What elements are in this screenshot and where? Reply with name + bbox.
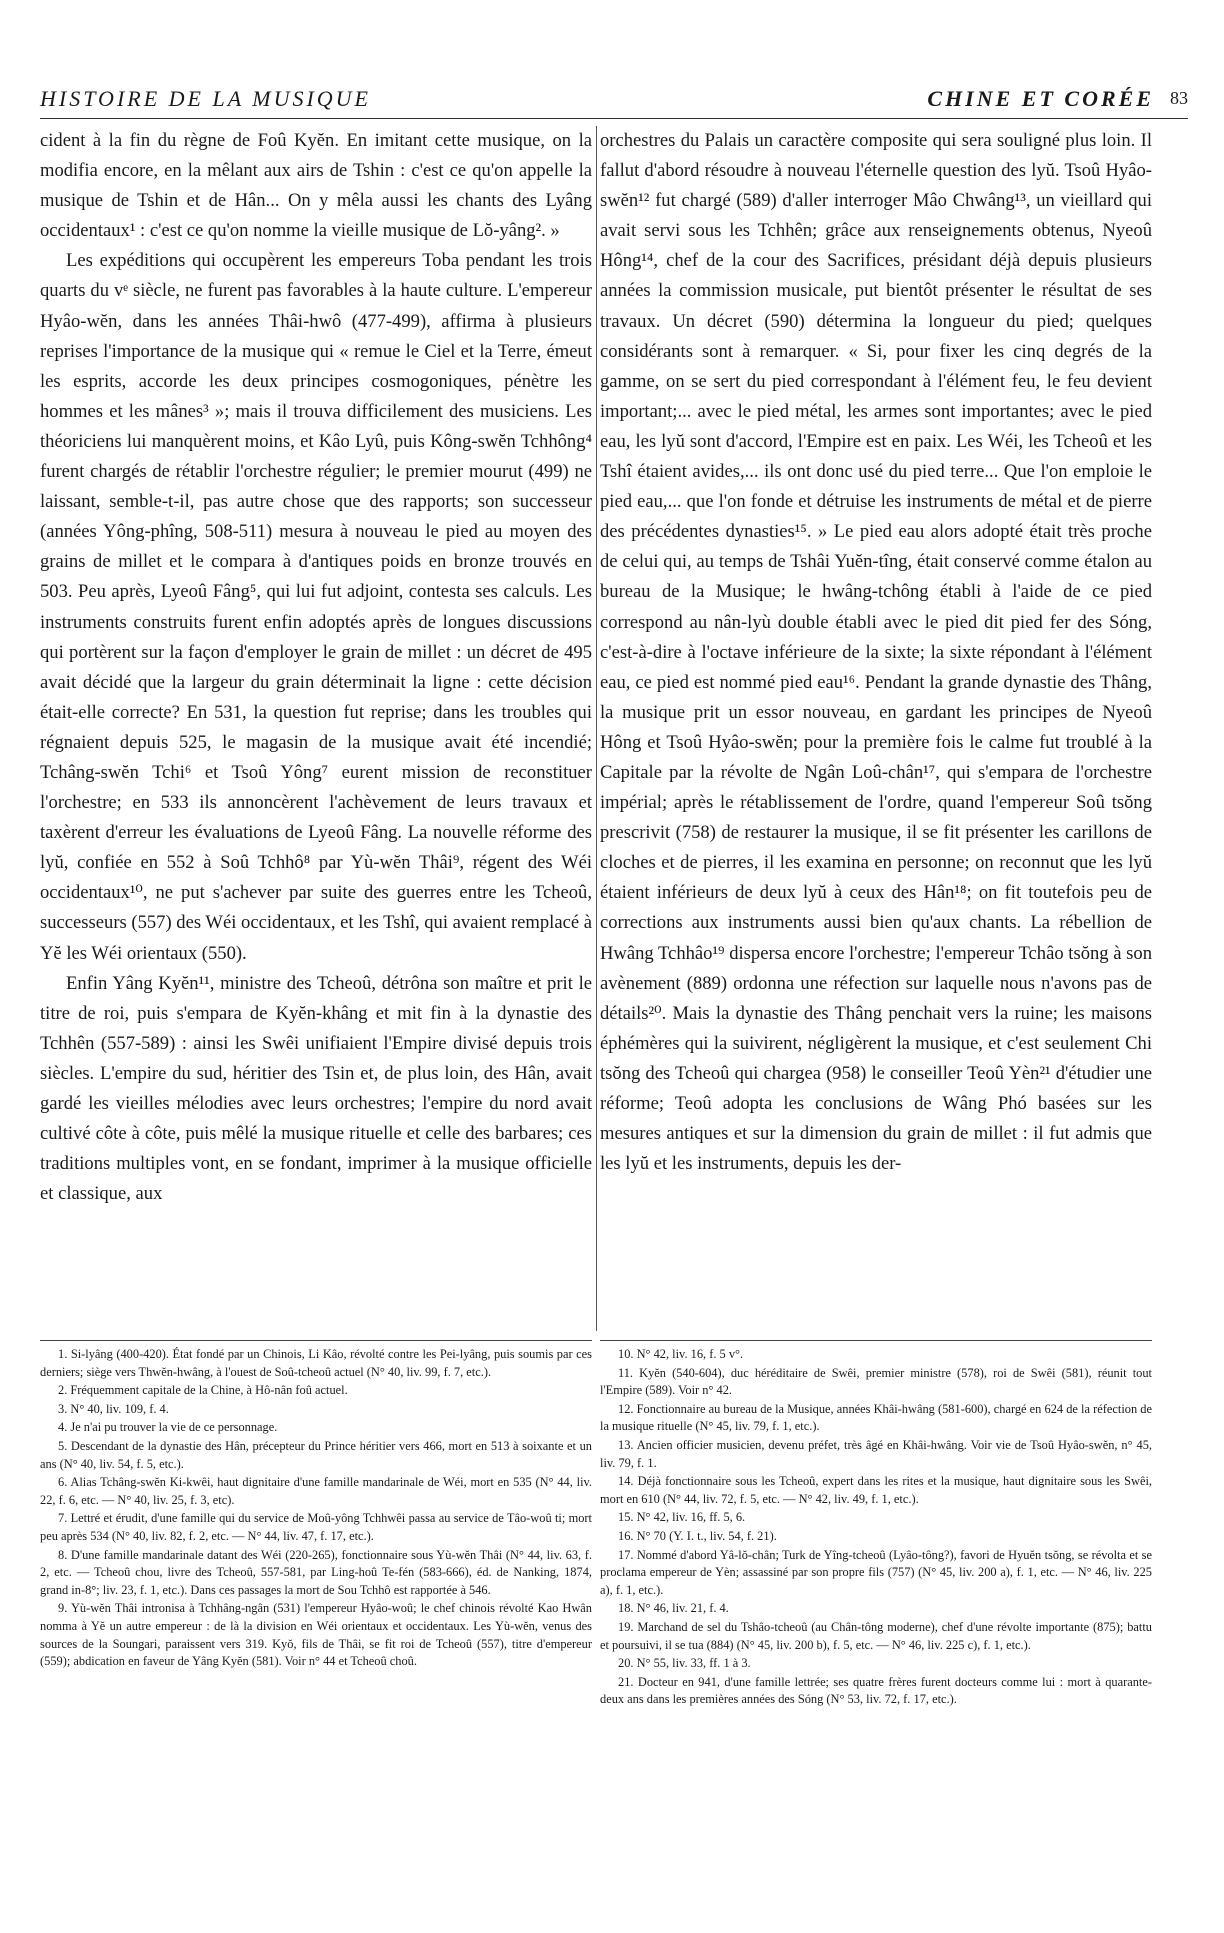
footnote: 15. N° 42, liv. 16, ff. 5, 6. [618, 1510, 746, 1525]
footnote-rule-right [600, 1340, 1152, 1341]
footnote: 8. D'une famille mandarinale datant des Wéi (220-265), fonctionnaire sous Yù-wĕn Thâi (N° 44, liv. 63, f. 2, etc. — Tcheoû chou, livre des Tcheoû, 557-581, par Ling-hoû Te-fén (583-666), éd. de Nanking, 1874, grand in-8°; liv. 23, f. 1, etc.). Dans ces passages la mort de Sou Tchhô est rapportée à 546. [40, 1547, 592, 1597]
body-column-right [600, 126, 1152, 1330]
header-rule [40, 118, 1188, 119]
paragraph: Les expéditions qui occupèrent les empereurs Toba pendant les trois quarts du vᵉ siècle, ne furent pas favorables à la haute culture. L'empereur Hyâo-wĕn, dans les années Thâi-hwô (477-499), affirma à plusieurs reprises l'importance de la musique qui « remue le Ciel et la Terre, émeut les esprits, accorde les deux principes cosmogoniques, pénètre les hommes et les mânes³ »; mais il trouva difficilement des musiciens. Les théoriciens lui manquèrent moins, et Kâo Lyû, puis Kông-swĕn Tchhông⁴ furent chargés de rétablir l'orchestre régulier; le premier mourut (499) ne laissant, semble-t-il, pas autre chose que des rapports; son successeur (années Yông-phîng, 508-511) mesura à nouveau le pied au moyen des grains de millet et le compara à d'antiques poids en bronze trouvés en 503. Peu après, Lyeoû Fâng⁵, qui lui fut adjoint, contesta ses calculs. Les instruments construits furent enfin adoptés après de longues discussions qui portèrent sur la façon d'employer le grain de millet : un décret de 495 avait décidé que la largeur du grain déterminait la ligne : cette décision était-elle correcte? En 531, la question fut reprise; dans les troubles qui régnaient depuis 525, le magasin de la musique avait été incendié; Tchâng-swĕn Tchi⁶ et Tsoû Yông⁷ eurent mission de reconstituer l'orchestre; en 533 ils annoncèrent l'achèvement de leurs travaux et taxèrent d'erreur les évaluations de Lyeoû Fâng. La nouvelle réforme des lyŭ, confiée en 552 à Soû Tchhô⁸ par Yù-wĕn Thâi⁹, régent des Wéi occidentaux¹⁰, ne put s'achever par suite des guerres entre les Tcheoû, successeurs (557) des Wéi occidentaux, et les Tshî, qui avaient remplacé à Yĕ les Wéi orientaux (550). [40, 250, 592, 964]
paragraph: cident à la fin du règne de Foû Kyĕn. En imitant cette musique, on la modifia encore, en la mêlant aux airs de Tshin : c'est ce qu'on appelle la musique de Tshin et de Hân... On y mêla aussi les chants des Lyâng occidentaux¹ : c'est ce qu'on nomme la vieille musique de Lŏ-yâng². » [40, 130, 592, 242]
paragraph: orchestres du Palais un caractère composite qui sera souligné plus loin. Il fallut d'abord résoudre à nouveau l'éternelle question des lyŭ. Tsoû Hyâo-swĕn¹² fut chargé (589) d'aller interroger Mâo Chwâng¹³, un vieillard qui avait servi sous les Tchhên; grâce aux renseignements obtenus, Nyeoû Hông¹⁴, chef de la cour des Sacrifices, présidant déjà depuis plusieurs années la commission musicale, put bientôt présenter le résultat de ses travaux. Un décret (590) détermina la longueur du pied; quelques considérants sont à remarquer. « Si, pour fixer les cinq degrés de la gamme, on se sert du pied correspondant à l'élément feu, le feu devient important;... avec le pied métal, les armes sont importantes; avec le pied eau, les lyŭ sont d'accord, l'Empire est en paix. Les Wéi, les Tcheoû et les Tshî étaient avides,... ils ont donc usé du pied terre... Que l'on emploie le pied eau,... que l'on fonde et détruise les instruments de métal et de pierre des précédentes dynasties¹⁵. » Le pied eau alors adopté était très proche de celui qui, au temps de Tshâi Yuĕn-tîng, était conservé comme étalon au bureau de la Musique; le hwâng-tchông établi à l'aide de ce pied correspond au nân-lyù double établi avec le pied dit pied fer des Sóng, c'est-à-dire à l'octave inférieure de la sixte; la sixte répondant à l'élément eau, ce pied est nommé pied eau¹⁶. Pendant la grande dynastie des Thâng, la musique prit un essor nouveau, en gardant les principes de Nyeoû Hông et Tsoû Hyâo-swĕn; pour la première fois le calme fut troublé à la Capitale par la révolte de Ngân Loû-chân¹⁷, qui s'empara de l'orchestre impérial; après le rétablissement de l'ordre, quand l'empereur Soû tsŏng prescrivit (758) de restaurer la musique, il se fit présenter les carillons de cloches et de pierres, il les examina en personne; on reconnut que les lyŭ étaient inférieurs de deux lyŭ à ceux des Hân¹⁸; on fit toutefois peu de corrections aux instruments aussi bien qu'aux chants. La rébellion de Hwâng Tchhâo¹⁹ dispersa encore l'orchestre; l'empereur Tchâo tsŏng à son avènement (889) ordonna une réfection sur laquelle nous n'avons pas de détails²⁰. Mais la dynastie des Thâng penchait vers la ruine; les maisons éphémères qui la suivirent, négligèrent la musique, et c'est seulement Chi tsŏng des Tcheoû qui chargea (958) le conseiller Teoû Yèn²¹ d'étudier une réforme; Teoû adopta les conclusions de Wâng Phó basées sur les mesures antiques et sur la dimension du grain de millet : il fut admis que les lyŭ et les instruments, depuis les der- [600, 130, 1152, 1175]
footnote: 12. Fonctionnaire au bureau de la Musique, années Khâi-hwâng (581-600), chargé en 624 de la réfection de la musique rituelle (N° 45, liv. 79, f. 1, etc.). [600, 1401, 1152, 1434]
footnotes-left [40, 1346, 592, 1926]
header-title-left: HISTOIRE DE LA MUSIQUE [40, 86, 371, 111]
footnote: 14. Déjà fonctionnaire sous les Tcheoû, expert dans les rites et la musique, haut dignitaire sous les Swêi, mort en 610 (N° 44, liv. 72, f. 5, etc. — N° 42, liv. 49, f. 1, etc.). [600, 1474, 1152, 1506]
footnote: 21. Docteur en 941, d'une famille lettrée; ses quatre frères furent docteurs comme lui : mort à quarante-deux ans dans les premières années des Sóng (N° 53, liv. 72, f. 17, etc.). [600, 1674, 1152, 1707]
header-title-right: CHINE ET CORÉE [927, 86, 1154, 111]
footnote: 18. N° 46, liv. 21, f. 4. [618, 1601, 729, 1616]
footnote: 5. Descendant de la dynastie des Hân, précepteur du Prince héritier vers 466, mort en 513 à soixante et un ans (N° 40, liv. 54, f. 5, etc.). [40, 1438, 592, 1471]
footnote: 16. N° 70 (Y. I. t., liv. 54, f. 21). [618, 1528, 777, 1543]
footnote: 7. Lettré et érudit, d'une famille qui du service de Moû-yông Tchhwêi passa au service de Tâo-woû ti; mort peu après 534 (N° 40, liv. 82, f. 2, etc. — N° 44, liv. 47, f. 17, etc.). [40, 1511, 592, 1543]
footnote: 6. Alias Tchâng-swĕn Ki-kwêi, haut dignitaire d'une famille mandarinale de Wéi, mort en 535 (N° 44, liv. 22, f. 6, etc. — N° 40, liv. 25, f. 3, etc). [40, 1475, 592, 1507]
footnote: 1. Si-lyâng (400-420). État fondé par un Chinois, Li Kâo, révolté contre les Pei-lyâng, puis soumis par ces derniers; siège vers Thwĕn-hwâng, à l'ouest de Soû-tcheoû actuel (N° 40, liv. 99, f. 7, etc.). [40, 1347, 592, 1379]
footnote: 11. Kyĕn (540-604), duc héréditaire de Swêi, premier ministre (578), roi de Swêi (581), réunit tout l'Empire (589). Voir n° 42. [600, 1365, 1152, 1398]
running-header [40, 86, 1188, 116]
footnote: 20. N° 55, liv. 33, ff. 1 à 3. [618, 1656, 751, 1671]
footnote: 2. Fréquemment capitale de la Chine, à Hô-nân foû actuel. [58, 1383, 348, 1398]
footnote: 19. Marchand de sel du Tshâo-tcheoû (au Chân-tông moderne), chef d'une révolte importante (875); battu et poursuivi, il se tua (884) (N° 45, liv. 200 b), f. 5, etc. — N° 46, liv. 225 c), f. 1, etc.). [600, 1619, 1152, 1652]
footnote: 13. Ancien officier musicien, devenu préfet, très âgé en Khâi-hwâng. Voir vie de Tsoû Hyâo-swĕn, n° 45, liv. 79, f. 1. [600, 1437, 1152, 1470]
body-column-left [40, 126, 592, 1330]
footnote: 3. N° 40, liv. 109, f. 4. [58, 1401, 169, 1416]
page-number: 83 [1170, 88, 1188, 108]
column-divider [596, 126, 597, 1331]
footnotes-right [600, 1346, 1152, 1926]
footnote: 10. N° 42, liv. 16, f. 5 v°. [618, 1347, 744, 1361]
footnote: 17. Nommé d'abord Yâ-lŏ-chân; Turk de Yîng-tcheoû (Lyâo-tông?), favori de Hyuĕn tsŏng, se révolta et se proclama empereur de Yèn; assassiné par son propre fils (757) (N° 45, liv. 200 a), f. 1, etc. — N° 46, liv. 225 a), f. 1, etc.). [600, 1547, 1152, 1597]
paragraph: Enfin Yâng Kyĕn¹¹, ministre des Tcheoû, détrôna son maître et prit le titre de roi, puis s'empara de Kyĕn-khâng et mit fin à la dynastie des Tchhên (557-589) : ainsi les Swêi unifiaient l'Empire divisé depuis trois siècles. L'empire du sud, héritier des Tsin et, de plus loin, des Hân, avait gardé les vieilles mélodies avec leurs orchestres; l'empire du nord avait cultivé côte à côte, puis mêlé la musique rituelle et celle des barbares; ces traditions multiples vont, en se fondant, imprimer à la musique officielle et classique, aux [40, 972, 592, 1205]
footnote-rule-left [40, 1340, 592, 1341]
footnote: 4. Je n'ai pu trouver la vie de ce personnage. [58, 1420, 278, 1435]
footnote: 9. Yù-wĕn Thâi intronisa à Tchhâng-ngân (531) l'empereur Hyâo-woû; le chef chinois révolté Kao Hwân nomma à Yĕ un autre empereur : de là la division en Wéi orientaux et occidentaux. Les Yù-wĕn, venus des sources de la Soungari, paraissent vers 319. Kyŏ, fils de Thâi, se fit roi de Tcheoû (557), titre d'empereur (559); abdication en faveur de Yâng Kyĕn (581). Voir n° 44 et Tcheoû choû. [40, 1601, 592, 1669]
